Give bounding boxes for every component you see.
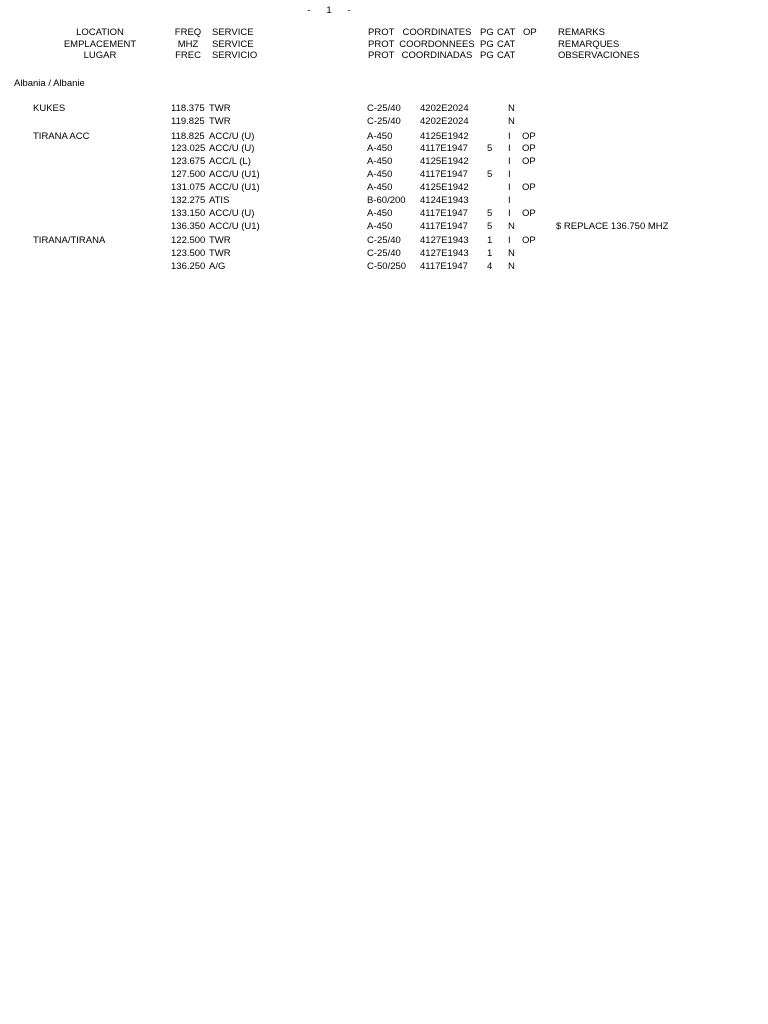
cell-category: I — [508, 195, 511, 206]
cell-coordinates: 4117E1947 — [420, 208, 468, 219]
cell-location: TIRANA ACC — [33, 131, 90, 142]
cell-op: OP — [522, 131, 536, 142]
header-service: SERVICE — [212, 27, 254, 38]
cell-protection: A-450 — [367, 143, 393, 154]
cell-service: TWR — [209, 103, 231, 114]
header-cat: CAT — [497, 27, 516, 38]
header-service: SERVICE — [212, 39, 254, 50]
cell-category: I — [508, 182, 511, 193]
cell-coordinates: 4125E1942 — [420, 182, 469, 193]
header-cat: CAT — [497, 39, 516, 50]
cell-service: TWR — [209, 235, 231, 246]
header-prot: PROT — [368, 50, 395, 61]
cell-protection: B-60/200 — [367, 195, 406, 206]
header-remarks: REMARQUES — [558, 39, 620, 50]
cell-coordinates: 4125E1942 — [420, 156, 469, 167]
cell-pg: 4 — [487, 261, 493, 272]
cell-service: ACC/U (U1) — [209, 182, 260, 193]
cell-frequency: 122.500 — [171, 235, 206, 246]
header-freq: FREC — [175, 50, 201, 61]
cell-location: TIRANA/TIRANA — [33, 235, 106, 246]
cell-category: I — [508, 235, 511, 246]
cell-protection: A-450 — [367, 131, 393, 142]
cell-category: N — [508, 248, 515, 259]
cell-category: I — [508, 169, 511, 180]
cell-service: A/G — [209, 261, 226, 272]
cell-location: KUKES — [33, 103, 66, 114]
cell-pg: 5 — [487, 143, 493, 154]
header-freq: FREQ — [174, 27, 202, 38]
header-pg: PG — [480, 39, 494, 50]
cell-frequency: 131.075 — [171, 182, 206, 193]
cell-op: OP — [522, 182, 536, 193]
country-heading: Albania / Albanie — [14, 78, 85, 89]
cell-category: I — [508, 143, 511, 154]
page-number: - 1 - — [307, 5, 353, 16]
cell-coordinates: 4202E2024 — [420, 116, 469, 127]
cell-op: OP — [522, 143, 536, 154]
cell-pg: 5 — [487, 169, 493, 180]
cell-category: I — [508, 131, 511, 142]
cell-pg: 1 — [487, 248, 493, 259]
cell-category: I — [508, 208, 511, 219]
cell-service: ATIS — [209, 195, 230, 206]
header-prot: PROT — [368, 27, 395, 38]
cell-category: N — [508, 103, 515, 114]
header-coordinates: COORDONNEES — [399, 39, 475, 50]
cell-coordinates: 4202E2024 — [420, 103, 469, 114]
cell-coordinates: 4117E1947 — [420, 169, 468, 180]
cell-frequency: 136.350 — [171, 221, 206, 232]
header-pg: PG — [480, 50, 494, 61]
header-cat: CAT — [497, 50, 516, 61]
cell-protection: A-450 — [367, 169, 393, 180]
cell-remarks: $ REPLACE 136.750 MHZ — [556, 221, 669, 232]
cell-service: ACC/U (U1) — [209, 221, 260, 232]
cell-frequency: 118.375 — [171, 103, 205, 114]
cell-op: OP — [522, 156, 536, 167]
cell-coordinates: 4117E1947 — [420, 143, 468, 154]
cell-coordinates: 4124E1943 — [420, 195, 469, 206]
cell-service: ACC/U (U) — [209, 143, 255, 154]
cell-category: N — [508, 116, 515, 127]
cell-protection: A-450 — [367, 156, 393, 167]
cell-op: OP — [522, 235, 536, 246]
header-coordinates: COORDINATES — [402, 27, 472, 38]
cell-service: TWR — [209, 248, 231, 259]
cell-service: ACC/U (U) — [209, 131, 255, 142]
cell-service: ACC/L (L) — [209, 156, 251, 167]
cell-category: N — [508, 261, 515, 272]
cell-pg: 5 — [487, 221, 493, 232]
header-coordinates: COORDINADAS — [401, 50, 473, 61]
header-pg: PG — [480, 27, 494, 38]
cell-service: TWR — [209, 116, 231, 127]
cell-protection: C-25/40 — [367, 103, 401, 114]
cell-service: ACC/U (U1) — [209, 169, 260, 180]
cell-frequency: 123.675 — [171, 156, 206, 167]
cell-coordinates: 4127E1943 — [420, 248, 469, 259]
cell-frequency: 136.250 — [171, 261, 206, 272]
cell-frequency: 133.150 — [171, 208, 206, 219]
cell-protection: A-450 — [367, 182, 393, 193]
cell-frequency: 123.500 — [171, 248, 206, 259]
cell-protection: C-25/40 — [367, 116, 401, 127]
cell-op: OP — [522, 208, 536, 219]
cell-protection: A-450 — [367, 221, 393, 232]
header-freq: MHZ — [177, 39, 199, 50]
cell-frequency: 132.275 — [171, 195, 206, 206]
cell-coordinates: 4125E1942 — [420, 131, 469, 142]
cell-coordinates: 4117E1947 — [420, 261, 468, 272]
header-location: LUGAR — [83, 50, 117, 61]
cell-category: I — [508, 156, 511, 167]
header-service: SERVICIO — [212, 50, 258, 61]
cell-category: N — [508, 221, 515, 232]
cell-frequency: 118.825 — [171, 131, 205, 142]
cell-coordinates: 4127E1943 — [420, 235, 469, 246]
cell-service: ACC/U (U) — [209, 208, 255, 219]
header-location: EMPLACEMENT — [63, 39, 137, 50]
header-remarks: REMARKS — [558, 27, 605, 38]
cell-protection: C-50/250 — [367, 261, 407, 272]
header-prot: PROT — [368, 39, 395, 50]
cell-pg: 5 — [487, 208, 493, 219]
cell-frequency: 119.825 — [171, 116, 205, 127]
header-remarks: OBSERVACIONES — [558, 50, 640, 61]
cell-frequency: 127.500 — [171, 169, 206, 180]
cell-protection: C-25/40 — [367, 235, 401, 246]
cell-frequency: 123.025 — [171, 143, 206, 154]
header-location: LOCATION — [76, 27, 124, 38]
cell-coordinates: 4117E1947 — [420, 221, 468, 232]
header-op: OP — [523, 27, 537, 38]
cell-protection: A-450 — [367, 208, 393, 219]
cell-protection: C-25/40 — [367, 248, 401, 259]
cell-pg: 1 — [487, 235, 493, 246]
